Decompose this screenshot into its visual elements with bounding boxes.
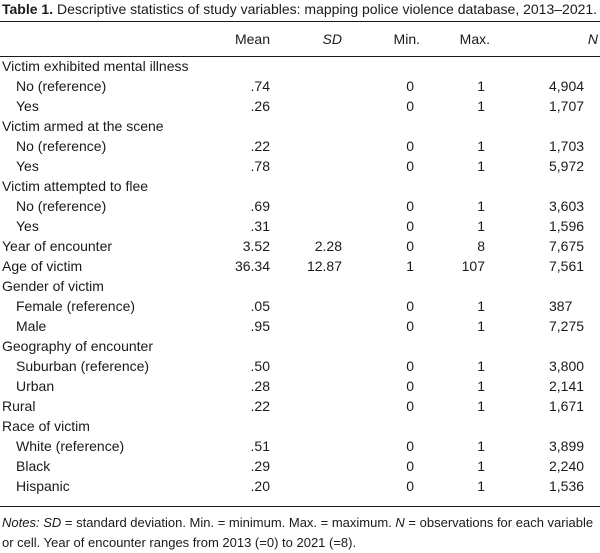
min-cell: 0 xyxy=(406,138,414,154)
sd-cell xyxy=(270,436,350,456)
min-cell xyxy=(350,336,430,356)
sd-cell xyxy=(270,316,350,336)
max-cell: 107 xyxy=(461,258,485,274)
max-cell: 8 xyxy=(477,238,485,254)
mean-cell: .50 xyxy=(250,358,270,374)
min-cell: 0 xyxy=(406,458,414,474)
max-cell xyxy=(430,336,515,356)
sd-cell xyxy=(270,276,350,296)
max-cell xyxy=(430,276,515,296)
variable-cell: Geography of encounter xyxy=(2,338,153,354)
min-cell: 0 xyxy=(406,438,414,454)
sd-cell: 2.28 xyxy=(314,238,342,254)
table-row xyxy=(0,136,600,156)
table-caption xyxy=(2,0,598,18)
n-cell: 3,603 xyxy=(549,198,585,214)
sd-cell xyxy=(270,176,350,196)
table-row-group xyxy=(0,56,600,76)
min-cell: 0 xyxy=(406,78,414,94)
max-cell: 1 xyxy=(477,98,485,114)
sd-cell xyxy=(270,156,350,176)
max-cell: 1 xyxy=(477,298,485,314)
max-cell: 1 xyxy=(477,138,485,154)
sd-cell xyxy=(270,196,350,216)
min-cell xyxy=(350,56,430,76)
table-row xyxy=(0,216,600,236)
mean-cell: .29 xyxy=(250,458,270,474)
min-cell: 0 xyxy=(406,218,414,234)
sd-cell xyxy=(270,396,350,416)
n-cell xyxy=(515,56,600,76)
variable-cell: Victim exhibited mental illness xyxy=(2,58,189,74)
min-cell: 0 xyxy=(406,198,414,214)
table-row xyxy=(0,376,600,396)
min-cell xyxy=(350,176,430,196)
mean-cell xyxy=(205,276,270,296)
table-title: Descriptive statistics of study variables: mapping police violence database, 2013–2021. xyxy=(56,1,598,17)
n-cell: 7,561 xyxy=(549,258,585,274)
min-cell: 0 xyxy=(406,318,414,334)
max-cell: 1 xyxy=(477,78,485,94)
n-cell: 1,596 xyxy=(549,218,585,234)
sd-cell xyxy=(270,416,350,436)
n-cell: 5,972 xyxy=(549,158,585,174)
table-row xyxy=(0,316,600,336)
header-row xyxy=(0,22,600,56)
mean-cell: .95 xyxy=(250,318,270,334)
min-cell: 0 xyxy=(406,298,414,314)
mean-cell: .51 xyxy=(250,438,270,454)
max-cell: 1 xyxy=(477,438,485,454)
sd-cell xyxy=(270,116,350,136)
mean-cell xyxy=(205,116,270,136)
variable-cell: Hispanic xyxy=(16,478,70,494)
min-cell: 0 xyxy=(406,378,414,394)
header-sd: SD xyxy=(322,31,342,47)
min-cell: 1 xyxy=(406,258,414,274)
max-cell: 1 xyxy=(477,358,485,374)
table-row-group xyxy=(0,256,600,276)
variable-cell: No (reference) xyxy=(16,78,107,94)
mean-cell xyxy=(205,176,270,196)
n-cell xyxy=(515,176,600,196)
n-cell xyxy=(515,116,600,136)
mean-cell xyxy=(205,336,270,356)
table-row xyxy=(0,456,600,476)
max-cell xyxy=(430,176,515,196)
table-body xyxy=(0,56,600,496)
min-cell: 0 xyxy=(406,158,414,174)
n-cell: 1,707 xyxy=(549,98,585,114)
header-n: N xyxy=(587,31,598,47)
sd-cell: 12.87 xyxy=(306,258,342,274)
table-row-group xyxy=(0,276,600,296)
sd-cell xyxy=(270,216,350,236)
n-cell: 7,675 xyxy=(549,238,585,254)
table-row-group xyxy=(0,176,600,196)
max-cell xyxy=(430,56,515,76)
sd-cell xyxy=(270,456,350,476)
header-min: Min. xyxy=(393,31,420,47)
variable-cell: No (reference) xyxy=(16,198,107,214)
mean-cell: 36.34 xyxy=(234,258,270,274)
mean-cell: .22 xyxy=(250,138,270,154)
header-max: Max. xyxy=(459,31,490,47)
mean-cell: .22 xyxy=(250,398,270,414)
notes-sd-definition: = standard deviation. Min. = minimum. Max. = maximum. xyxy=(61,515,396,530)
notes-lead: Notes: xyxy=(2,515,40,530)
min-cell: 0 xyxy=(406,398,414,414)
table-row-group xyxy=(0,336,600,356)
min-cell: 0 xyxy=(406,478,414,494)
max-cell: 1 xyxy=(477,318,485,334)
n-cell: 1,536 xyxy=(549,478,585,494)
header-mean: Mean xyxy=(234,31,270,47)
max-cell: 1 xyxy=(477,378,485,394)
n-cell xyxy=(515,336,600,356)
variable-cell: Race of victim xyxy=(2,418,90,434)
max-cell: 1 xyxy=(477,478,485,494)
table-row-group xyxy=(0,236,600,256)
n-cell: 2,141 xyxy=(549,378,585,394)
sd-cell xyxy=(270,356,350,376)
min-cell: 0 xyxy=(406,98,414,114)
variable-cell: Urban xyxy=(16,378,55,394)
min-cell: 0 xyxy=(406,358,414,374)
header-variable xyxy=(0,22,205,56)
sd-cell xyxy=(270,56,350,76)
variable-cell: Male xyxy=(16,318,47,334)
variable-cell: Gender of victim xyxy=(2,278,104,294)
table-row xyxy=(0,76,600,96)
variable-cell: No (reference) xyxy=(16,138,107,154)
mean-cell: 3.52 xyxy=(242,238,270,254)
variable-cell: Yes xyxy=(16,158,39,174)
variable-cell: Victim attempted to flee xyxy=(2,178,149,194)
max-cell: 1 xyxy=(477,158,485,174)
table-row-group xyxy=(0,416,600,436)
table-row xyxy=(0,96,600,116)
mean-cell: .26 xyxy=(250,98,270,114)
table-row xyxy=(0,356,600,376)
max-cell: 1 xyxy=(477,198,485,214)
mean-cell: .69 xyxy=(250,198,270,214)
table-row xyxy=(0,156,600,176)
table-notes xyxy=(2,513,598,553)
min-cell xyxy=(350,116,430,136)
variable-cell: Black xyxy=(16,458,51,474)
variable-cell: White (reference) xyxy=(16,438,125,454)
sd-cell xyxy=(270,296,350,316)
min-cell: 0 xyxy=(406,238,414,254)
min-cell xyxy=(350,416,430,436)
n-cell: 7,275 xyxy=(549,318,585,334)
max-cell xyxy=(430,416,515,436)
n-cell: 2,240 xyxy=(549,458,585,474)
n-cell xyxy=(515,416,600,436)
variable-cell: Suburban (reference) xyxy=(16,358,150,374)
sd-cell xyxy=(270,96,350,116)
variable-cell: Yes xyxy=(16,98,39,114)
variable-cell: Female (reference) xyxy=(16,298,136,314)
n-cell: 3,800 xyxy=(549,358,585,374)
n-cell: 3,899 xyxy=(549,438,585,454)
sd-cell xyxy=(270,336,350,356)
variable-cell: Yes xyxy=(16,218,39,234)
notes-n-abbr: N xyxy=(395,515,405,530)
table-row-group xyxy=(0,116,600,136)
notes-sd-abbr: SD xyxy=(43,515,62,530)
n-cell: 387 xyxy=(549,298,573,314)
notes-rest: = observations for each variable or cell. Year of encounter ranges from 2013 (=0) to 2021 (=8). xyxy=(2,515,594,550)
max-cell: 1 xyxy=(477,458,485,474)
mean-cell xyxy=(205,56,270,76)
mean-cell: .05 xyxy=(250,298,270,314)
table-row xyxy=(0,436,600,456)
table-label: Table 1. xyxy=(2,1,54,17)
sd-cell xyxy=(270,76,350,96)
n-cell: 1,703 xyxy=(549,138,585,154)
mean-cell: .78 xyxy=(250,158,270,174)
mean-cell xyxy=(205,416,270,436)
table-row xyxy=(0,476,600,496)
table-row-group xyxy=(0,396,600,416)
mean-cell: .28 xyxy=(250,378,270,394)
n-cell: 1,671 xyxy=(549,398,585,414)
min-cell xyxy=(350,276,430,296)
table-row xyxy=(0,296,600,316)
sd-cell xyxy=(270,476,350,496)
variable-cell: Year of encounter xyxy=(2,238,113,254)
n-cell xyxy=(515,276,600,296)
sd-cell xyxy=(270,376,350,396)
statistics-table xyxy=(0,22,600,496)
max-cell: 1 xyxy=(477,218,485,234)
mean-cell: .20 xyxy=(250,478,270,494)
variable-cell: Rural xyxy=(2,398,36,414)
table-row xyxy=(0,196,600,216)
bottom-rule xyxy=(0,506,600,507)
mean-cell: .74 xyxy=(250,78,270,94)
sd-cell xyxy=(270,136,350,156)
variable-cell: Age of victim xyxy=(2,258,83,274)
max-cell xyxy=(430,116,515,136)
n-cell: 4,904 xyxy=(549,78,585,94)
max-cell: 1 xyxy=(477,398,485,414)
mean-cell: .31 xyxy=(250,218,270,234)
variable-cell: Victim armed at the scene xyxy=(2,118,164,134)
